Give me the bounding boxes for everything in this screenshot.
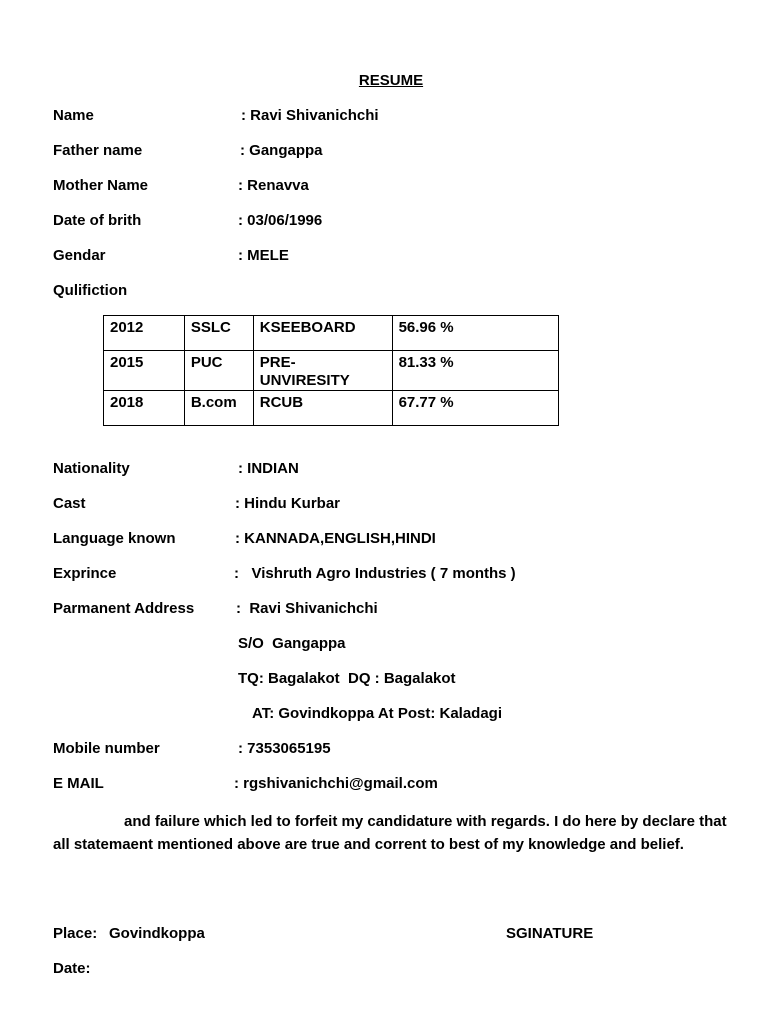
board-cell: KSEEBOARD [253, 316, 392, 351]
qualification-table [103, 315, 559, 426]
experience-label: Exprince [53, 565, 117, 582]
table-row [104, 391, 559, 426]
mother-name-label: Mother Name [53, 177, 149, 194]
nationality-label: Nationality [53, 460, 130, 477]
declaration-text: and failure which led to forfeit my candidature with regards. I do here by declare that all statemaent mentioned above are true and corrent to best of my knowledge and belief. [53, 813, 727, 853]
board-cell: RCUB [253, 391, 392, 426]
address-line-2: S/O Gangappa [238, 635, 346, 652]
name-value: : Ravi Shivanichchi [241, 107, 379, 124]
course-cell: PUC [184, 351, 253, 391]
gender-label: Gendar [53, 247, 106, 264]
date-label: Date: [53, 960, 91, 977]
year-cell: 2015 [104, 351, 185, 391]
course-cell: B.com [184, 391, 253, 426]
mobile-value: : 7353065195 [238, 740, 331, 757]
gender-value: : MELE [238, 247, 289, 264]
name-label: Name [53, 107, 94, 124]
course-cell: SSLC [184, 316, 253, 351]
address-label: Parmanent Address [53, 600, 195, 617]
email-value: : rgshivanichchi@gmail.com [234, 775, 438, 792]
father-name-label: Father name [53, 142, 143, 159]
address-line-1: : Ravi Shivanichchi [236, 600, 378, 617]
year-cell: 2018 [104, 391, 185, 426]
cast-value: : Hindu Kurbar [235, 495, 340, 512]
declaration-paragraph [53, 810, 733, 856]
language-label: Language known [53, 530, 176, 547]
address-line-4: AT: Govindkoppa At Post: Kaladagi [252, 705, 503, 722]
language-value: : KANNADA,ENGLISH,HINDI [235, 530, 436, 547]
resume-title: RESUME [358, 72, 424, 89]
board-cell: PRE-UNVIRESITY [253, 351, 392, 391]
email-label: E MAIL [53, 775, 104, 792]
table-row [104, 351, 559, 391]
dob-label: Date of brith [53, 212, 142, 229]
dob-value: : 03/06/1996 [238, 212, 323, 229]
percentage-cell: 81.33 % [392, 351, 558, 391]
address-line-3: TQ: Bagalakot DQ : Bagalakot [238, 670, 456, 687]
father-name-value: : Gangappa [240, 142, 323, 159]
qualification-label: Qulifiction [53, 282, 128, 299]
nationality-value: : INDIAN [238, 460, 299, 477]
mobile-label: Mobile number [53, 740, 160, 757]
percentage-cell: 56.96 % [392, 316, 558, 351]
percentage-cell: 67.77 % [392, 391, 558, 426]
place-value: Govindkoppa [109, 925, 205, 942]
year-cell: 2012 [104, 316, 185, 351]
experience-value: : Vishruth Agro Industries ( 7 months ) [234, 565, 516, 582]
cast-label: Cast [53, 495, 86, 512]
mother-name-value: : Renavva [238, 177, 309, 194]
table-row [104, 316, 559, 351]
signature-label: SGINATURE [506, 925, 594, 942]
place-label: Place: [53, 925, 98, 942]
